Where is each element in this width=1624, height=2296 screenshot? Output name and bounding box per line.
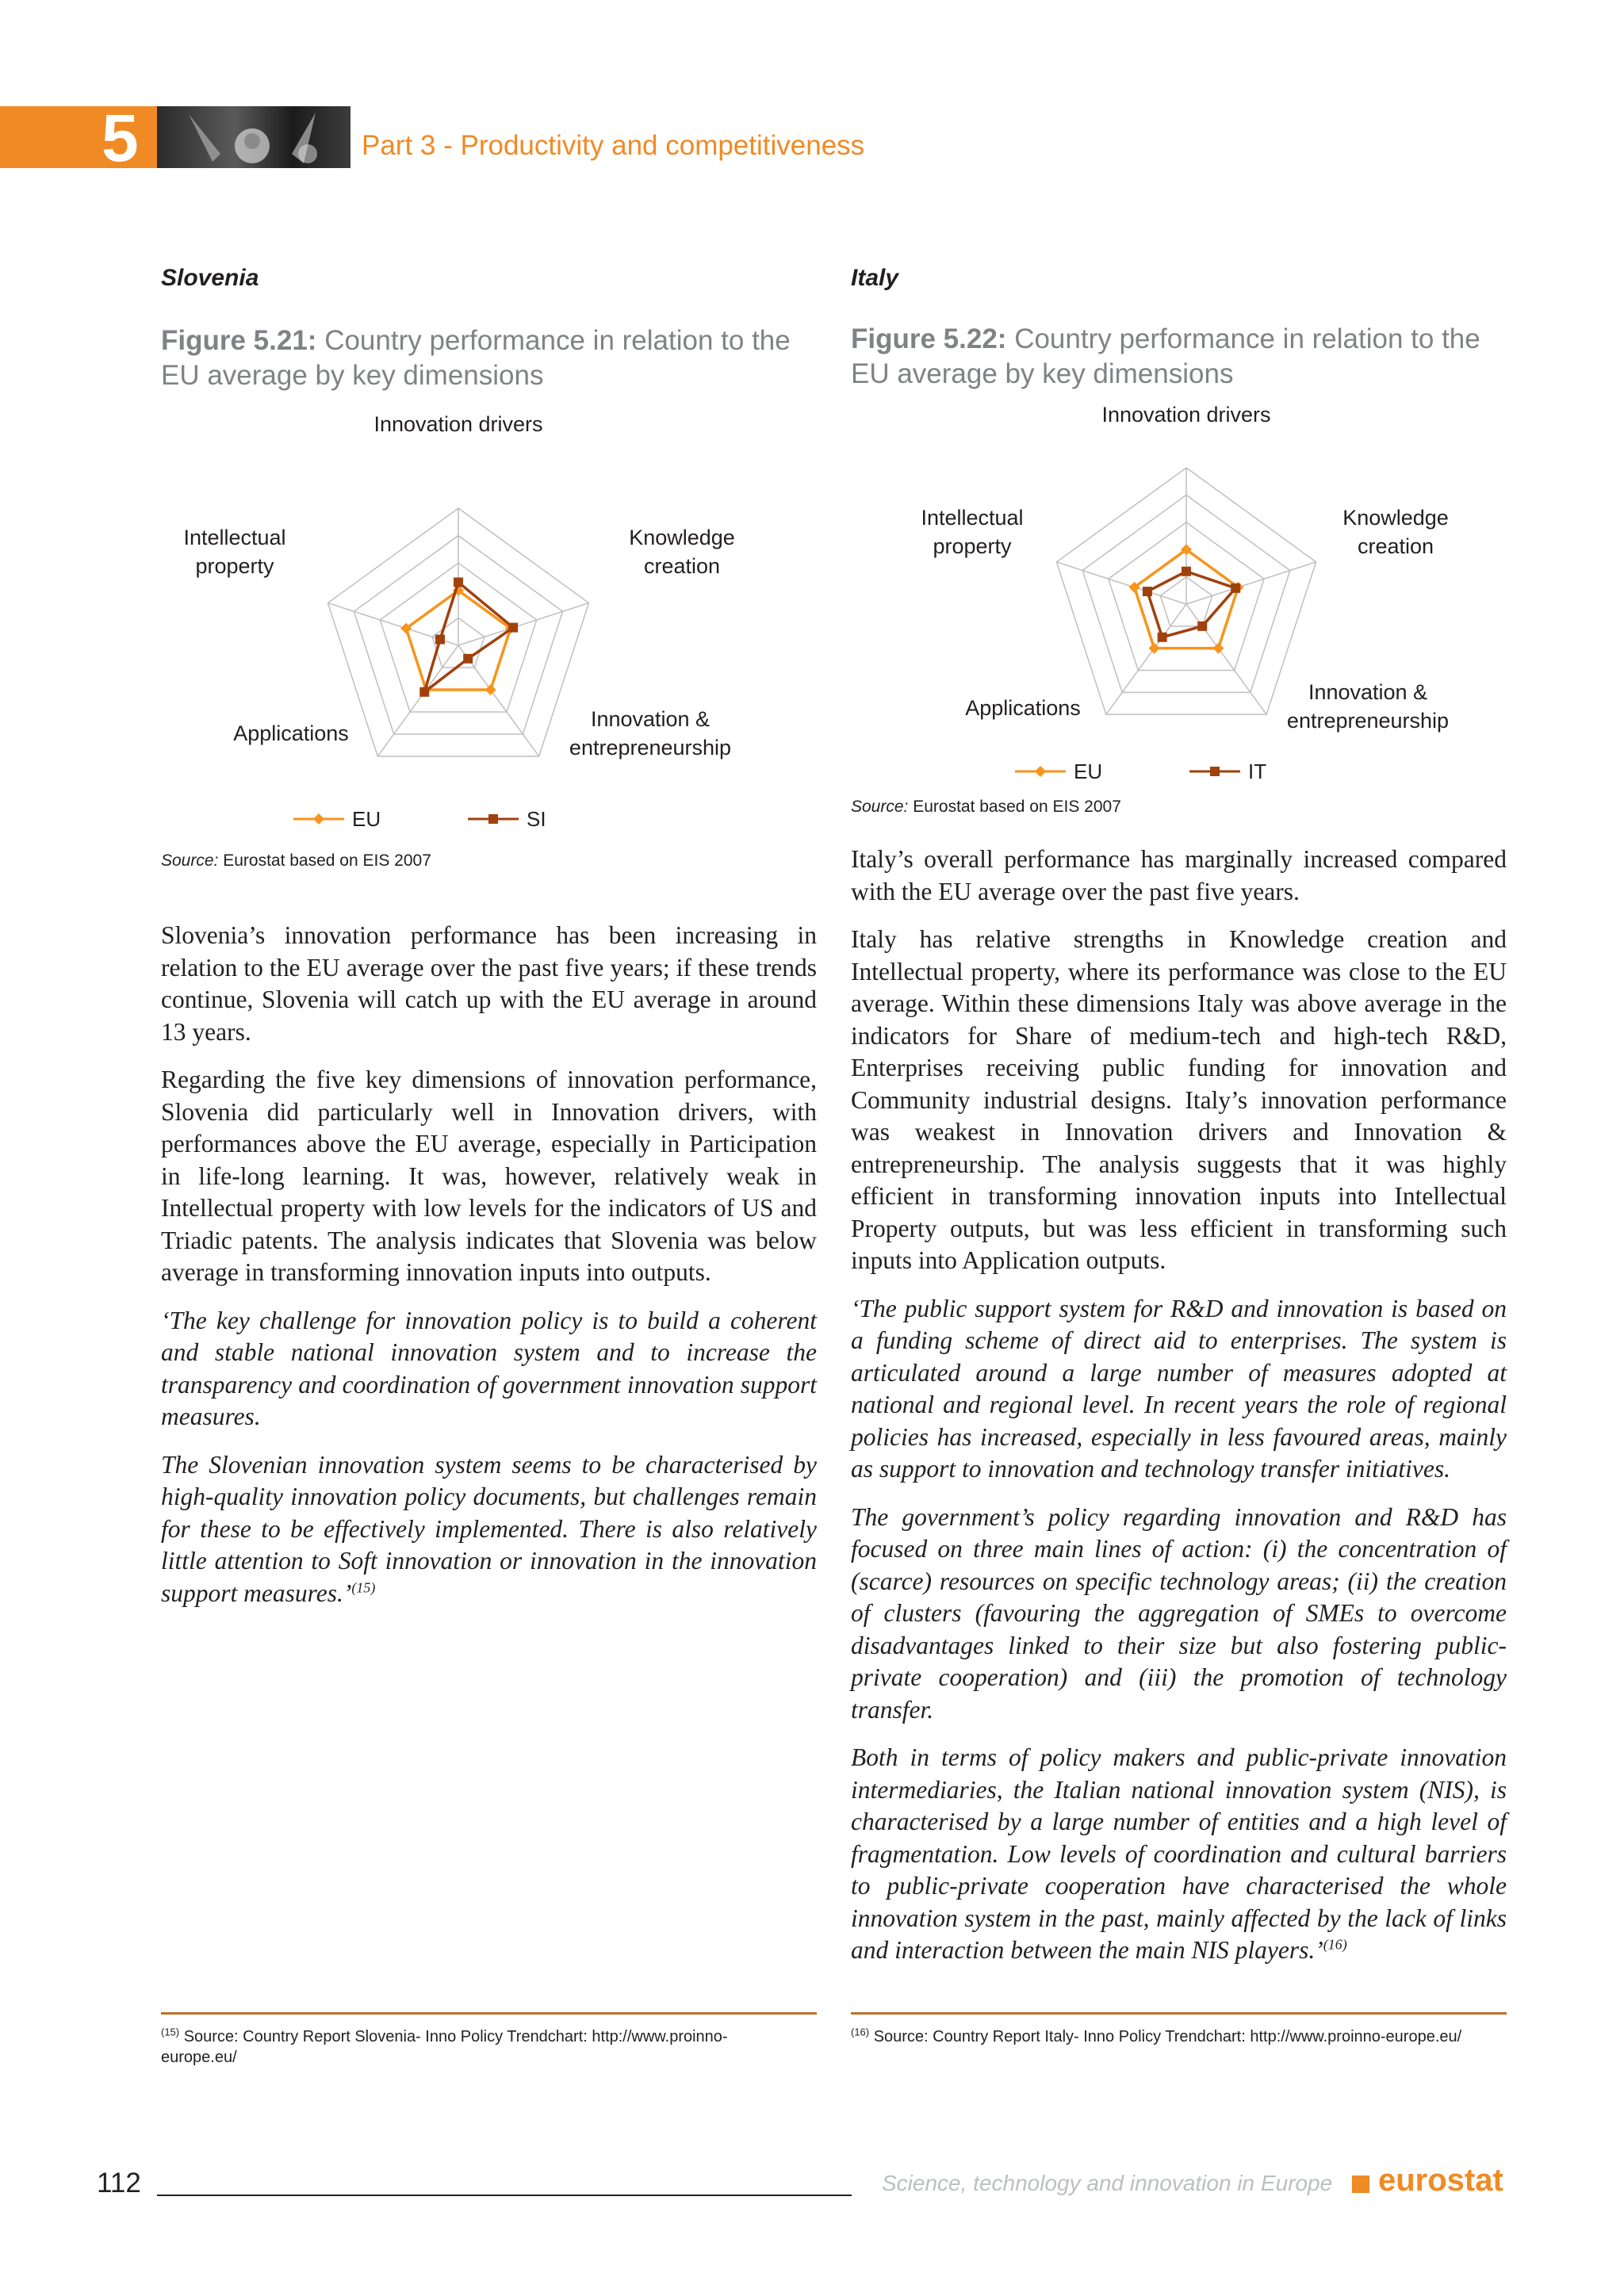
legend-marker bbox=[1210, 767, 1220, 776]
axis-label-line: Intellectual bbox=[183, 526, 286, 549]
axis-label-line: creation bbox=[1357, 534, 1434, 558]
footnote-marker: (15) bbox=[161, 2026, 180, 2038]
country-heading-italy: Italy bbox=[851, 265, 899, 291]
axis-label bbox=[373, 412, 542, 436]
publication-title: Science, technology and innovation in Europe bbox=[882, 2171, 1333, 2195]
figure-caption: Country performance in relation to the EU average by key dimensions bbox=[851, 323, 1480, 389]
axis-label bbox=[183, 526, 285, 578]
radar-chart-slovenia bbox=[159, 404, 825, 848]
axis-label-line: Knowledge bbox=[629, 526, 735, 549]
axis-label-line: entrepreneurship bbox=[569, 736, 732, 760]
figure-source bbox=[851, 798, 1121, 817]
legend-marker bbox=[1035, 766, 1046, 777]
brand-logo: eurostat bbox=[1378, 2163, 1503, 2198]
data-point-si bbox=[419, 687, 429, 697]
footnote-text: Source: Country Report Slovenia- Inno Policy Trendchart: http://www.proinno-europe.eu/ bbox=[161, 2028, 728, 2066]
axis-label bbox=[233, 721, 349, 745]
data-point-eu bbox=[1149, 643, 1160, 654]
footnote-reference: (15) bbox=[351, 1579, 376, 1595]
legend-label-it: IT bbox=[1248, 760, 1267, 783]
legend-marker bbox=[488, 814, 498, 824]
footnote-reference: (16) bbox=[1323, 1936, 1347, 1953]
footnote-16 bbox=[851, 2026, 1507, 2047]
axis-label-line: property bbox=[195, 554, 274, 578]
data-point-si bbox=[463, 654, 473, 664]
paragraph: Regarding the five key dimensions of innovation performance, Slovenia did particularly well in Innovation drivers, with performances above the EU average, especially in Participation in life-long learning. It was, however, relatively weak in Intellectual property with low levels for the indicators of US and Triadic patents. The analysis indicates that Slovenia was below average in transforming innovation inputs into outputs. bbox=[161, 1066, 817, 1286]
axis-spoke bbox=[1186, 562, 1316, 604]
data-point-eu bbox=[1212, 643, 1224, 654]
paragraph: Italy’s overall performance has marginally increased compared with the EU average over the past five years. bbox=[851, 845, 1507, 905]
figure-label: Figure 5.21: bbox=[161, 325, 317, 356]
right-body-text bbox=[851, 844, 1507, 1983]
axis-label-line: entrepreneurship bbox=[1286, 709, 1450, 733]
axis-spoke bbox=[458, 603, 589, 645]
quote-paragraph bbox=[161, 1449, 817, 1610]
axis-label-line: Innovation & bbox=[590, 707, 710, 731]
footnote-text: Source: Country Report Italy- Inno Policy Trendchart: http://www.proinno-europe.eu/ bbox=[873, 2028, 1462, 2045]
axis-label-line: Intellectual bbox=[921, 506, 1024, 530]
axis-label-line: property bbox=[933, 534, 1012, 558]
axis-label bbox=[1342, 506, 1449, 558]
axis-spoke bbox=[1056, 562, 1186, 604]
axis-label bbox=[569, 707, 731, 760]
paragraph: Italy has relative strengths in Knowledge creation and Intellectual property, where its performance was close to the EU average. Within these dimensions Italy was above average in the indicators for Share of medium-tech and high-tech R&D, Enterprises receiving public funding for innovation and Community industrial designs. Italy’s innovation performance was weakest in Innovation drivers and Innovation & entrepreneurship. The analysis suggests that it was highly efficient in transforming innovation inputs into Intellectual Property outputs, but was less efficient in transforming such inputs into Application outputs. bbox=[851, 925, 1507, 1274]
legend-label-eu: EU bbox=[352, 807, 381, 831]
footer-rule bbox=[157, 2195, 852, 2196]
legend-label-eu: EU bbox=[1074, 760, 1103, 783]
axis-label-line: Applications bbox=[965, 696, 1081, 720]
axis-label bbox=[965, 696, 1081, 720]
data-point-si bbox=[508, 623, 518, 633]
figure-title-5-21 bbox=[161, 323, 819, 393]
source-label: Source: bbox=[851, 798, 909, 816]
data-point-si bbox=[435, 635, 445, 645]
axis-label-line: Knowledge bbox=[1342, 506, 1449, 530]
figure-label: Figure 5.22: bbox=[851, 323, 1007, 354]
paragraph: Slovenia’s innovation performance has been increasing in relation to the EU average over the past five years; if these trends continue, Slovenia will catch up with the EU average in around 13 years. bbox=[161, 921, 817, 1046]
quote-paragraph: ‘The public support system for R&D and innovation is based on a funding scheme of direct aid to enterprises. The system is articulated around a large number of measures adopted at national and regional level. In recent years the role of regional policies has increased, especially in less favoured areas, mainly as support to innovation and technology transfer initiatives. bbox=[851, 1294, 1507, 1483]
quote-text: The Slovenian innovation system seems to be characterised by high-quality innovation policy documents, but challenges remain for these to be effectively implemented. There is also relatively little attention to Soft innovation or innovation in the innovation support measures.’ bbox=[161, 1450, 817, 1607]
axis-label-line: Innovation & bbox=[1308, 680, 1428, 704]
data-point-it bbox=[1158, 633, 1167, 642]
section-title: Part 3 - Productivity and competitiveness bbox=[362, 130, 865, 161]
axis-label-line: creation bbox=[643, 554, 721, 578]
quote-paragraph: ‘The key challenge for innovation policy is to build a coherent and stable national innovation system and to increase the transparency and coordination of government innovation support measures. bbox=[161, 1306, 817, 1430]
header-photo-illustration bbox=[157, 106, 350, 168]
data-point-it bbox=[1182, 567, 1191, 576]
figure-source bbox=[161, 851, 431, 871]
source-text: Eurostat based on EIS 2007 bbox=[908, 798, 1121, 816]
footnote-15 bbox=[161, 2026, 787, 2068]
axis-label-line: Innovation drivers bbox=[1101, 403, 1271, 427]
data-point-si bbox=[454, 577, 463, 587]
axis-label bbox=[921, 506, 1023, 558]
quote-text: Both in terms of policy makers and public-private innovation intermediaries, the Italian national innovation system (NIS), is characterised by a large number of entities and a high level of fragmentation. Low levels of coordination and cultural barriers to public-private cooperation have characterised the whole innovation system in the past, mainly affected by the lack of links and interaction between the main NIS players.’ bbox=[851, 1743, 1507, 1964]
left-body-text bbox=[161, 920, 817, 1625]
footnote-rule bbox=[161, 2012, 817, 2015]
source-text: Eurostat based on EIS 2007 bbox=[218, 851, 431, 870]
legend-marker bbox=[313, 813, 324, 825]
axis-label bbox=[1101, 403, 1270, 427]
axis-label bbox=[629, 526, 735, 578]
axis-label-line: Innovation drivers bbox=[373, 412, 543, 436]
quote-paragraph: The government’s policy regarding innovation and R&D has focused on three main lines of action: (i) the concentration of (scarce) resources on specific technology areas; (ii) the creation of clusters (favouring the aggregation of SMEs to overcome disadvantages linked to their size but also fostering public-private cooperation) and (iii) the promotion of technology transfer. bbox=[851, 1502, 1507, 1724]
footnote-rule bbox=[851, 2012, 1507, 2015]
page-number: 112 bbox=[97, 2168, 141, 2198]
source-label: Source: bbox=[161, 851, 219, 870]
axis-label-line: Applications bbox=[233, 721, 349, 745]
legend-label-si: SI bbox=[527, 807, 546, 831]
radar-chart-italy bbox=[848, 396, 1538, 809]
axis-label bbox=[1287, 680, 1449, 733]
data-point-eu bbox=[485, 684, 496, 695]
chapter-number: 5 bbox=[102, 101, 139, 175]
data-point-it bbox=[1231, 584, 1240, 593]
figure-title-5-22 bbox=[851, 322, 1525, 392]
country-heading-slovenia: Slovenia bbox=[161, 265, 259, 291]
header-photo bbox=[157, 106, 350, 168]
brand-square-icon bbox=[1352, 2175, 1369, 2193]
footnote-marker: (16) bbox=[851, 2026, 870, 2038]
figure-caption: Country performance in relation to the EU average by key dimensions bbox=[161, 325, 791, 391]
quote-paragraph bbox=[851, 1742, 1507, 1967]
data-point-it bbox=[1197, 622, 1207, 631]
data-point-it bbox=[1143, 587, 1152, 596]
